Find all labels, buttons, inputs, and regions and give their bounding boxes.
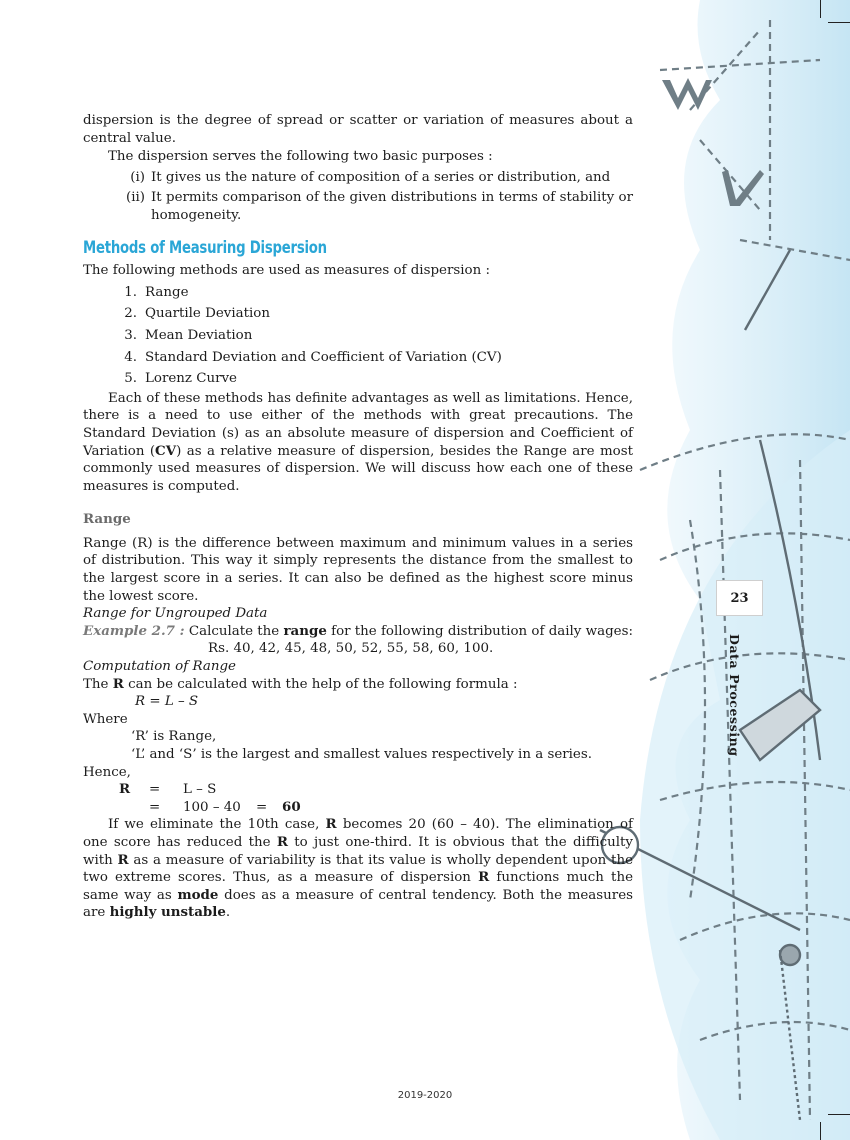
page-number: 23 bbox=[716, 580, 763, 616]
bold-term: R bbox=[276, 833, 288, 850]
text-run: for the following distribution of daily wages: bbox=[326, 623, 633, 639]
equals-sign: = bbox=[149, 782, 161, 798]
range-formula: R = L – S bbox=[135, 694, 199, 710]
list-text: Quartile Deviation bbox=[145, 306, 270, 322]
purpose-text: It gives us the nature of composition of a series or distribution, and bbox=[151, 169, 611, 185]
list-number: 4. bbox=[124, 349, 137, 365]
where-item: ‘R’ is Range, bbox=[131, 729, 217, 745]
list-number: 5. bbox=[124, 371, 137, 387]
text-run: does as a measure of central tendency. Both the measures are bbox=[83, 887, 633, 921]
crop-mark bbox=[828, 22, 850, 23]
text-run: The bbox=[83, 676, 113, 692]
list-item bbox=[83, 303, 633, 325]
equals-sign: = bbox=[149, 799, 161, 815]
list-number: 3. bbox=[124, 327, 137, 343]
range-heading: Range bbox=[83, 511, 131, 528]
equation-result: 60 bbox=[282, 798, 301, 815]
section-heading: Methods of Measuring Dispersion bbox=[83, 237, 327, 258]
text-run: Calculate the bbox=[184, 623, 284, 639]
ungrouped-heading: Range for Ungrouped Data bbox=[83, 606, 268, 622]
list-text: Lorenz Curve bbox=[145, 371, 237, 387]
list-item bbox=[83, 325, 633, 347]
equation-lhs-blank bbox=[83, 799, 149, 817]
crop-mark bbox=[820, 1122, 821, 1140]
computation-heading: Computation of Range bbox=[83, 659, 236, 675]
main-text-column bbox=[83, 112, 633, 922]
crop-mark bbox=[820, 0, 821, 18]
methods-paragraph bbox=[83, 390, 633, 496]
bold-term: R bbox=[117, 851, 129, 868]
purpose-number: (i) bbox=[130, 169, 145, 185]
equation-lhs: R bbox=[119, 781, 131, 798]
text-run: . bbox=[225, 905, 231, 921]
equation-row bbox=[83, 781, 633, 799]
purpose-item bbox=[83, 169, 633, 187]
bold-term: R bbox=[478, 869, 490, 886]
example-statement bbox=[83, 623, 633, 641]
purpose-text: It permits comparison of the given distributions in terms of stability or homogeneity. bbox=[151, 190, 633, 223]
equation-rhs: L – S bbox=[183, 782, 217, 798]
wages-list: Rs. 40, 42, 45, 48, 50, 52, 55, 58, 60, 100. bbox=[208, 641, 494, 657]
footer-year: 2019-2020 bbox=[397, 1090, 453, 1101]
list-number: 2. bbox=[124, 306, 137, 322]
list-text: Standard Deviation and Coefficient of Variation (CV) bbox=[145, 349, 502, 365]
closing-paragraph bbox=[83, 816, 633, 922]
list-item bbox=[83, 347, 633, 369]
purposes-lead: The dispersion serves the following two basic purposes : bbox=[108, 149, 493, 165]
where-label: Where bbox=[83, 711, 128, 727]
purpose-item bbox=[83, 189, 633, 224]
hence-label: Hence, bbox=[83, 764, 131, 780]
text-run: ) as a relative measure of dispersion, besides the Range are most commonly used measures of dispersion. We will discuss how each one of these measures is computed. bbox=[83, 443, 634, 494]
text-run: functions much the same way as bbox=[83, 870, 633, 903]
text-run: as a measure of variability is that its value is wholly dependent upon the two extreme scores. Thus, as a measure of dispersion bbox=[83, 852, 633, 886]
list-item bbox=[83, 282, 633, 304]
bold-term: R bbox=[325, 816, 337, 833]
intro-paragraph: dispersion is the degree of spread or scatter or variation of measures about a central value. bbox=[83, 113, 633, 146]
text-run: If we eliminate the 10th case, bbox=[108, 817, 326, 833]
list-text: Range bbox=[145, 284, 189, 300]
bold-term: R bbox=[112, 675, 124, 692]
methods-list bbox=[83, 282, 633, 390]
range-definition: Range (R) is the difference between maximum and minimum values in a series of distribution. This way it simply represents the distance from the smallest to the largest score in a series. It can also be defined as the highest score minus the lowest score. bbox=[83, 535, 633, 604]
list-number: 1. bbox=[124, 284, 137, 300]
bold-term: CV bbox=[155, 442, 177, 459]
text-run: Each of these methods has definite advantages as well as limitations. Hence, there is a need to use either of the methods with great precautions. The Standard Deviation (s) as an absolute measure of dispersion and Coefficient of Variation ( bbox=[83, 390, 633, 459]
text-run: becomes 20 (60 – 40). The elimination of one score has reduced the bbox=[83, 817, 633, 850]
equation-row bbox=[83, 799, 633, 817]
where-item: ‘L’ and ‘S’ is the largest and smallest values respectively in a series. bbox=[131, 747, 592, 762]
text-run: can be calculated with the help of the following formula : bbox=[123, 676, 518, 692]
crop-mark bbox=[828, 1114, 850, 1115]
equation-rhs: 100 – 40 bbox=[183, 799, 241, 815]
bold-term: mode bbox=[177, 886, 219, 903]
bold-term: highly unstable bbox=[109, 904, 226, 921]
list-text: Mean Deviation bbox=[145, 327, 253, 343]
formula-intro bbox=[83, 676, 633, 694]
example-label: Example 2.7 : bbox=[83, 622, 185, 639]
equals-sign: = bbox=[256, 799, 268, 815]
list-item bbox=[83, 368, 633, 390]
bold-term: range bbox=[283, 622, 327, 639]
text-run: to just one-third. It is obvious that the difficulty with bbox=[83, 834, 633, 868]
purpose-number: (ii) bbox=[125, 190, 145, 206]
methods-lead: The following methods are used as measures of dispersion : bbox=[83, 263, 490, 279]
chapter-title: Data Processing bbox=[727, 634, 742, 757]
